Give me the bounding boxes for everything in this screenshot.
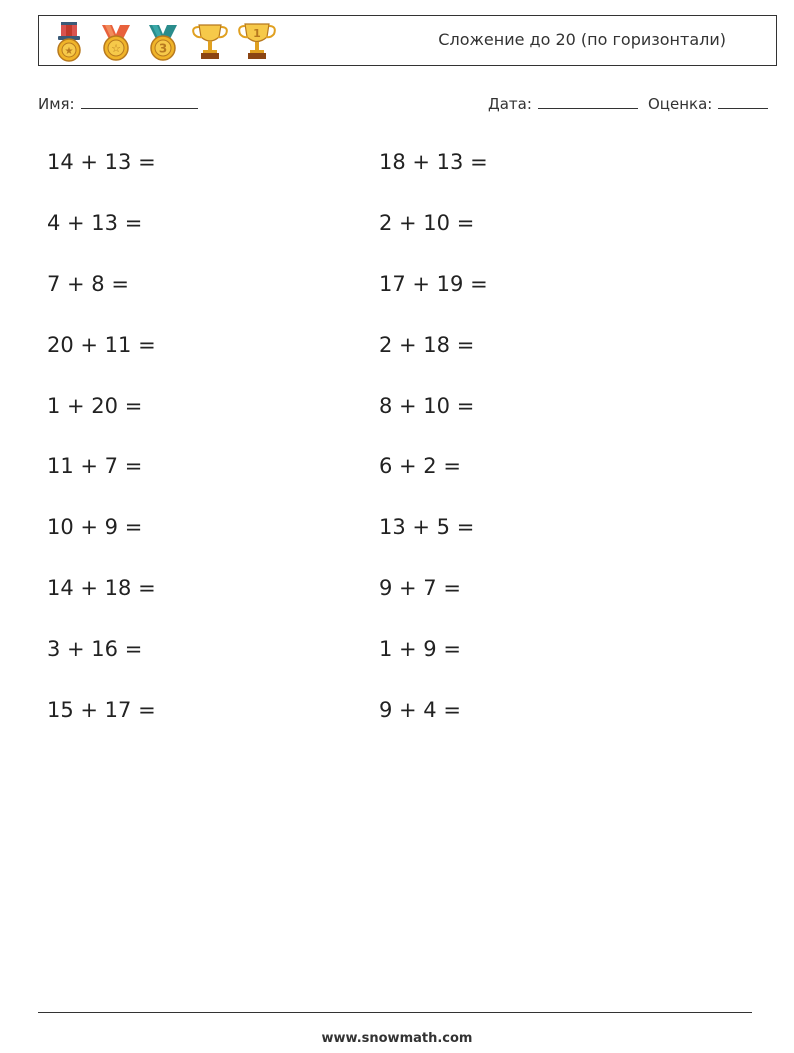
trophy-1-icon: [235, 19, 279, 63]
problem-right-2: 2 + 10 =: [379, 211, 475, 235]
problem-right-5: 8 + 10 =: [379, 394, 475, 418]
svg-text:★: ★: [64, 46, 74, 57]
award-icons: [47, 19, 279, 63]
problem-left-6: 11 + 7 =: [47, 454, 143, 478]
problem-left-3: 7 + 8 =: [47, 272, 129, 296]
svg-text:☆: ☆: [111, 42, 121, 55]
problem-right-10: 9 + 4 =: [379, 698, 461, 722]
worksheet-header: [38, 15, 777, 66]
problem-left-1: 14 + 13 =: [47, 150, 156, 174]
medal-ribbon-icon: [47, 19, 91, 63]
medal-star-icon: [94, 19, 138, 63]
date-label: Дата:: [488, 95, 532, 113]
medal-3-icon: [141, 19, 185, 63]
problem-right-9: 1 + 9 =: [379, 637, 461, 661]
problem-left-8: 14 + 18 =: [47, 576, 156, 600]
date-blank: [538, 94, 638, 109]
problem-left-4: 20 + 11 =: [47, 333, 156, 357]
trophy-icon: [188, 19, 232, 63]
problem-right-6: 6 + 2 =: [379, 454, 461, 478]
footer-url: www.snowmath.com: [321, 1031, 473, 1046]
problem-left-10: 15 + 17 =: [47, 698, 156, 722]
svg-text:1: 1: [253, 27, 261, 40]
problem-right-8: 9 + 7 =: [379, 576, 461, 600]
problem-left-9: 3 + 16 =: [47, 637, 143, 661]
problem-right-7: 13 + 5 =: [379, 515, 475, 539]
date-field: [488, 94, 638, 113]
problem-right-1: 18 + 13 =: [379, 150, 488, 174]
name-blank: [81, 94, 198, 109]
worksheet-title: Сложение до 20 (по горизонтали): [438, 30, 726, 49]
svg-text:3: 3: [158, 41, 168, 56]
name-label: Имя:: [38, 95, 75, 113]
score-label: Оценка:: [648, 95, 713, 113]
problem-left-5: 1 + 20 =: [47, 394, 143, 418]
problem-left-2: 4 + 13 =: [47, 211, 143, 235]
footer-divider: [38, 1012, 752, 1013]
problem-right-4: 2 + 18 =: [379, 333, 475, 357]
problem-left-7: 10 + 9 =: [47, 515, 143, 539]
problem-right-3: 17 + 19 =: [379, 272, 488, 296]
name-field: [38, 94, 198, 113]
score-blank: [718, 94, 768, 109]
score-field: [648, 94, 768, 113]
